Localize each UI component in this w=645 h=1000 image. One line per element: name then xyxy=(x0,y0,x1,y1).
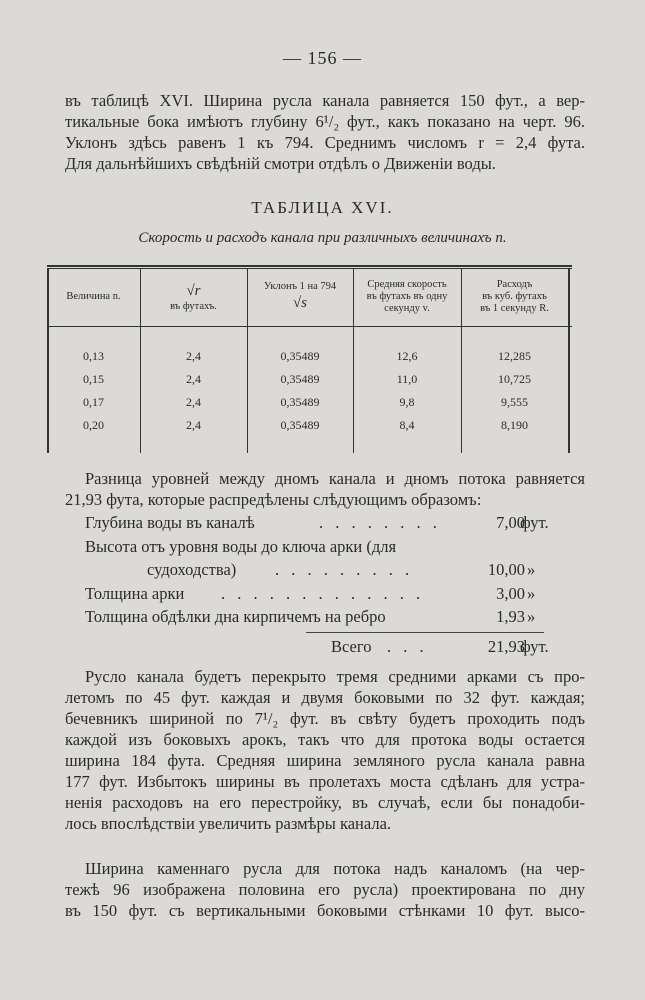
list-item xyxy=(65,606,585,628)
cell-n: 0,13 xyxy=(83,349,104,363)
sum-rule xyxy=(306,632,544,633)
item-unit: фут. xyxy=(520,513,549,532)
header-label: въ футахъ въ одну xyxy=(366,291,448,302)
total-label: Всего xyxy=(331,637,372,656)
table-title: ТАБЛИЦА XVI. xyxy=(251,198,394,217)
leader-dots: . . . . . . . . . xyxy=(275,560,414,579)
text-line: Уклонъ здѣсь равенъ 1 къ 794. Среднимъ числомъ r = 2,4 фута. xyxy=(65,133,585,152)
item-label: Глубина воды въ каналѣ xyxy=(85,513,255,532)
cell-root-r: 2,4 xyxy=(186,372,201,386)
text-line: бечевникъ шириной по 7¹/₂ фут. въ свѣту будетъ проходить подъ xyxy=(65,709,585,728)
text-line: Для дальнѣйшихъ свѣдѣній смотри отдѣлъ о Движеніи воды. xyxy=(65,154,496,173)
table-border-right xyxy=(568,268,570,453)
item-value: 3,00 xyxy=(496,584,525,603)
paragraph-arches xyxy=(65,666,585,834)
cell-root-r: 2,4 xyxy=(186,418,201,432)
cell-velocity: 12,6 xyxy=(396,349,418,363)
leader-dots: . . . . . . . . xyxy=(319,513,441,532)
cell-n: 0,17 xyxy=(83,395,104,409)
sqrt-r-symbol: √r xyxy=(186,283,201,299)
cell-root-s: 0,35489 xyxy=(280,395,320,409)
cell-root-r: 2,4 xyxy=(186,349,201,363)
item-value: 10,00 xyxy=(487,560,525,579)
item-label: судоходства) xyxy=(147,560,237,579)
list-item xyxy=(65,512,585,534)
item-label: Высота отъ уровня воды до ключа арки (для xyxy=(85,537,397,556)
item-unit: » xyxy=(527,560,536,579)
leader-dots: . . . . . . . . . . . . . xyxy=(221,584,425,603)
cell-n: 0,15 xyxy=(83,372,104,386)
cell-discharge: 12,285 xyxy=(498,349,531,363)
list-item xyxy=(65,536,585,558)
table-top-rule xyxy=(47,265,572,267)
header-col-n xyxy=(47,271,140,323)
sqrt-s-symbol: √s xyxy=(292,295,308,311)
text-line: ширина 184 фута. Средняя ширина земляного русла канала равна xyxy=(65,751,585,770)
text-line: каждой изъ боковыхъ арокъ, такъ что для протока воды остается xyxy=(65,730,585,749)
header-col-velocity xyxy=(353,271,461,323)
header-col-root-r xyxy=(140,271,247,323)
list-total xyxy=(65,636,585,658)
table-header-rule xyxy=(47,326,572,327)
text-line: ненія расходовъ на его перестройку, въ случаѣ, если бы понадоби- xyxy=(65,793,585,812)
text-line: 21,93 фута, которые распредѣлены слѣдующимъ образомъ: xyxy=(65,490,482,509)
list-item xyxy=(65,559,585,581)
table-subtitle: Скорость и расходъ канала при различныхъ величинахъ n. xyxy=(138,230,507,246)
item-value: 1,93 xyxy=(496,607,525,626)
text-line: 177 фут. Избытокъ ширины въ пролетахъ моста сдѣланъ для устра- xyxy=(65,772,585,791)
header-label: секунду v. xyxy=(384,303,430,314)
data-table xyxy=(47,265,572,453)
cell-discharge: 10,725 xyxy=(498,372,531,386)
header-label: въ футахъ. xyxy=(170,301,217,312)
item-value: 7,00 xyxy=(496,513,525,532)
item-unit: » xyxy=(527,584,536,603)
header-label: Средняя скорость xyxy=(367,279,447,290)
cell-root-r: 2,4 xyxy=(186,395,201,409)
header-col-slope xyxy=(247,271,353,323)
cell-discharge: 8,190 xyxy=(501,418,528,432)
item-unit: » xyxy=(527,607,536,626)
page-number: — 156 — xyxy=(283,48,362,68)
text-line: тикальные бока имѣютъ глубину 6¹/₂ фут., какъ показано на черт. 96. xyxy=(65,112,585,131)
list-item xyxy=(65,583,585,605)
text-line: Ширина каменнаго русла для потока надъ каналомъ (на чер- xyxy=(85,859,585,878)
text-line: лось впослѣдствіи увеличить размѣры канала. xyxy=(65,814,392,833)
table-top-rule-thin xyxy=(47,268,572,269)
header-label: Уклонъ 1 на 794 xyxy=(263,281,337,292)
leader-dots: . . . xyxy=(387,637,428,656)
cell-velocity: 8,4 xyxy=(399,418,415,432)
text-line: въ таблицѣ XVI. Ширина русла канала равняется 150 фут., а вер- xyxy=(65,91,585,110)
text-line: тежѣ 96 изображена половина его русла) проектирована по дну xyxy=(65,880,585,899)
text-line: въ 150 фут. съ вертикальными боковыми стѣнками 10 фут. высо- xyxy=(65,901,585,920)
header-label: въ куб. футахъ xyxy=(482,291,547,302)
header-label: въ 1 секунду R. xyxy=(480,303,549,314)
cell-root-s: 0,35489 xyxy=(280,418,320,432)
cell-velocity: 9,8 xyxy=(399,395,415,409)
total-unit: фут. xyxy=(520,637,549,656)
cell-root-s: 0,35489 xyxy=(280,372,320,386)
text-line: Разница уровней между дномъ канала и дномъ потока равняется xyxy=(85,469,585,488)
cell-n: 0,20 xyxy=(83,418,104,432)
header-label: Расходъ xyxy=(496,279,533,290)
paragraph-intro xyxy=(65,90,585,174)
item-label: Толщина арки xyxy=(85,584,185,603)
text-line: Русло канала будетъ перекрыто тремя средними арками съ про- xyxy=(85,667,585,686)
header-col-discharge xyxy=(461,271,568,323)
cell-discharge: 9,555 xyxy=(501,395,528,409)
paragraph-level-difference xyxy=(65,468,585,510)
text-line: летомъ по 45 фут. каждая и двумя боковыми по 32 фут. каждая; xyxy=(65,688,585,707)
header-label: Величина n. xyxy=(66,291,121,302)
total-value: 21,93 xyxy=(487,637,525,656)
cell-velocity: 11,0 xyxy=(396,372,418,386)
cell-root-s: 0,35489 xyxy=(280,349,320,363)
item-label: Толщина обдѣлки дна кирпичемъ на ребро xyxy=(85,607,386,626)
paragraph-stone-channel xyxy=(65,858,585,921)
